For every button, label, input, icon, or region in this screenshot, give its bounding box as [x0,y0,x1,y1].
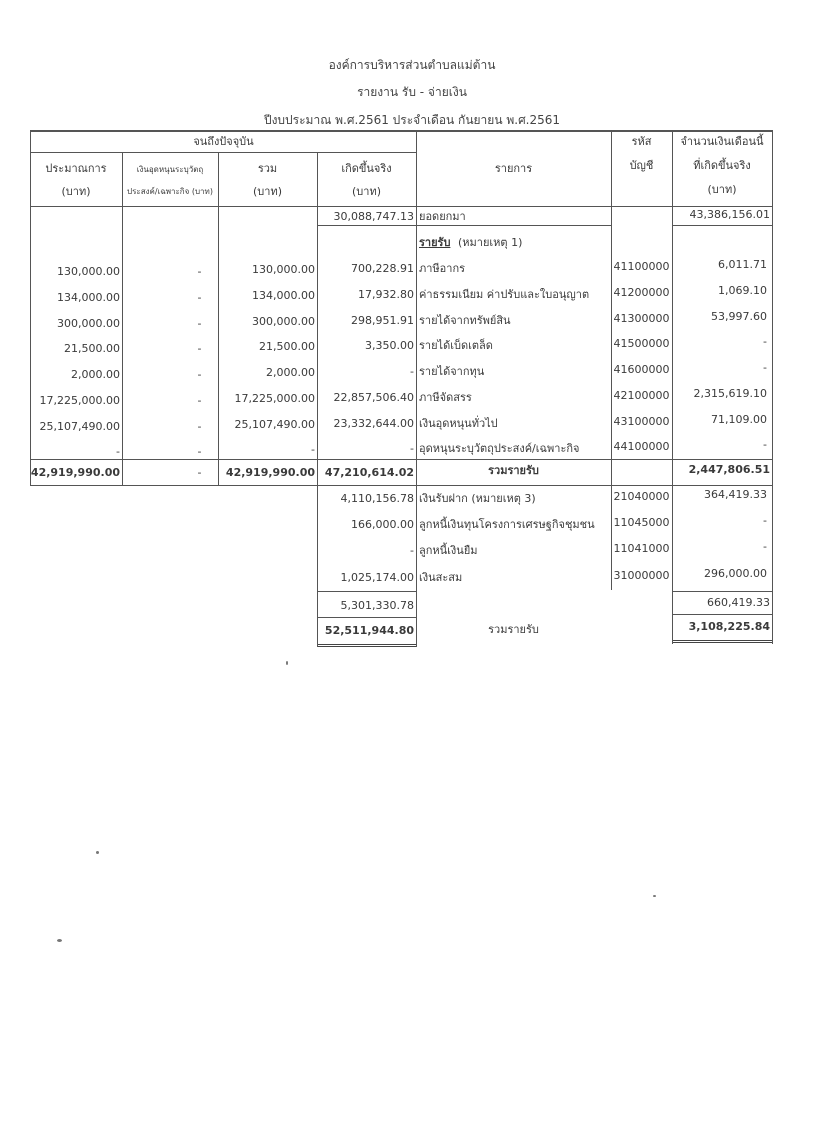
income-row-actual: 23,332,644.00 [333,417,414,430]
budget-header: ประมาณการ [45,162,107,175]
other-row-code: 11041000 [613,542,670,555]
income-row-subsidy: - [197,445,202,458]
code-header-2: บัญชี [629,159,654,172]
income-row-month: 1,069.10 [718,284,767,297]
income-row-budget: 134,000.00 [57,291,120,304]
grand-total-month: 3,108,225.84 [688,620,770,633]
income-row-month: - [763,335,767,348]
col-rule-6 [672,130,673,644]
income-row-subsidy: - [197,265,202,278]
income-row-budget: 300,000.00 [57,317,120,330]
income-row-total: 130,000.00 [252,263,315,276]
left-border [30,130,31,486]
income-row-total: 21,500.00 [259,340,315,353]
income-row-subsidy: - [197,291,202,304]
grand-total-label: รวมรายรับ [488,623,539,636]
income-total-label: รวมรายรับ [488,464,539,477]
income-row-item: ภาษีอากร [419,262,466,275]
ytd-group-header: จนถึงปัจจุบัน [193,135,254,148]
grand-total-top-rule [317,617,416,618]
income-row-budget: 17,225,000.00 [39,394,120,407]
income-row-actual: - [410,442,414,455]
income-row-actual: 298,951.91 [351,314,414,327]
income-row-month: - [763,361,767,374]
budget-unit: (บาท) [61,185,91,198]
other-row-item: เงินรับฝาก (หมายเหตุ 3) [419,492,536,505]
other-row-code: 11045000 [613,516,670,529]
income-row-actual: 22,857,506.40 [333,391,414,404]
income-row-month: - [763,438,767,451]
right-border [772,130,773,644]
income-row-total: - [311,443,315,456]
income-total-top-rule [30,459,772,460]
scan-speck [653,895,656,897]
grand-total-month-top-rule [672,614,772,615]
table-top-rule [30,130,772,132]
income-row-item: ภาษีจัดสรร [419,391,472,404]
income-total-actual: 47,210,614.02 [324,466,414,479]
forward-month: 43,386,156.01 [689,208,770,221]
income-row-actual: - [410,365,414,378]
other-subtotal-rule [317,591,416,592]
other-row-code: 21040000 [613,490,670,503]
col-rule-4 [416,130,417,647]
report-title: รายงาน รับ - จ่ายเงิน [357,85,467,99]
scan-speck [286,661,288,665]
income-total-month: 2,447,806.51 [688,463,770,476]
other-row-item: ลูกหนี้เงินทุนโครงการเศรษฐกิจชุมชน [419,518,595,531]
month-header: จำนวนเงินเดือนนี้ [680,135,764,148]
other-row-month: 296,000.00 [704,567,767,580]
grand-total-actual: 52,511,944.80 [324,624,414,637]
header-bottom-rule [30,206,772,207]
forward-label: ยอดยกมา [419,210,466,223]
income-total-bottom-rule [30,485,772,486]
income-row-code: 42100000 [613,389,670,402]
other-row-month: - [763,540,767,553]
income-row-subsidy: - [197,394,202,407]
other-row-actual: 166,000.00 [351,518,414,531]
income-row-total: 300,000.00 [252,315,315,328]
income-row-total: 2,000.00 [266,366,315,379]
other-row-actual: - [410,544,414,557]
income-row-item: ค่าธรรมเนียม ค่าปรับและใบอนุญาต [419,288,590,301]
income-row-subsidy: - [197,420,202,433]
actual-header: เกิดขึ้นจริง [341,162,392,175]
income-total-subsidy: - [197,466,202,479]
income-row-subsidy: - [197,317,202,330]
other-row-month: 364,419.33 [704,488,767,501]
income-row-total: 17,225,000.00 [234,392,315,405]
subsidy-header: เงินอุดหนุนระบุวัตถุ [136,165,204,174]
actual-unit: (บาท) [352,185,381,198]
scan-speck [96,851,99,854]
total-unit: (บาท) [253,185,282,198]
forward-month-rule [672,225,772,226]
income-row-month: 6,011.71 [718,258,767,271]
income-row-budget: 130,000.00 [57,265,120,278]
income-row-code: 41100000 [613,260,670,273]
report-period: ปีงบประมาณ พ.ศ.2561 ประจำเดือน กันยายน พ.ศ.2561 [263,113,561,127]
income-row-item: รายได้เบ็ดเตล็ด [419,339,493,352]
other-row-month: - [763,514,767,527]
forward-row-rule [317,225,611,226]
month-unit: (บาท) [707,183,737,196]
income-total-budget: 42,919,990.00 [30,466,120,479]
income-heading: รายรับ [419,236,451,249]
other-subtotal-month: 660,419.33 [707,596,770,609]
scan-speck [57,939,62,942]
other-row-item: ลูกหนี้เงินยืม [419,544,478,557]
subsidy-header-unit: ประสงค์/เฉพาะกิจ (บาท) [127,187,213,196]
income-row-code: 43100000 [613,415,670,428]
income-row-code: 44100000 [613,440,670,453]
income-row-budget: 21,500.00 [64,342,120,355]
code-header: รหัส [631,135,652,148]
month-header-2: ที่เกิดขึ้นจริง [693,159,751,172]
income-row-code: 41600000 [613,363,670,376]
other-row-actual: 4,110,156.78 [340,492,414,505]
other-row-code: 31000000 [613,569,670,582]
income-heading-note: (หมายเหตุ 1) [458,236,523,249]
item-header: รายการ [494,162,533,175]
income-row-code: 41200000 [613,286,670,299]
income-row-item: อุดหนุนระบุวัตถุประสงค์/เฉพาะกิจ [419,442,580,455]
other-row-item: เงินสะสม [419,571,463,584]
org-title: องค์การบริหารส่วนตำบลแม่ต้าน [328,58,496,72]
income-row-month: 71,109.00 [711,413,767,426]
other-row-actual: 1,025,174.00 [340,571,414,584]
income-row-code: 41500000 [613,337,670,350]
income-total-total: 42,919,990.00 [225,466,315,479]
other-subtotal-actual: 5,301,330.78 [340,599,414,612]
grand-total-month-bottom-rule [672,640,772,643]
income-row-item: เงินอุดหนุนทั่วไป [419,417,498,430]
income-row-code: 41300000 [613,312,670,325]
income-row-actual: 3,350.00 [365,339,414,352]
other-subtotal-month-rule [672,591,772,592]
income-row-item: รายได้จากทุน [419,365,485,378]
grand-total-bottom-rule [317,644,416,647]
ytd-group-rule [30,152,417,153]
income-row-actual: 17,932.80 [358,288,414,301]
income-row-budget: 2,000.00 [71,368,120,381]
income-row-subsidy: - [197,342,202,355]
income-row-total: 134,000.00 [252,289,315,302]
income-row-budget: - [116,445,120,458]
income-row-month: 2,315,619.10 [693,387,767,400]
income-row-item: รายได้จากทรัพย์สิน [419,314,511,327]
total-header: รวม [257,162,278,175]
forward-actual: 30,088,747.13 [333,210,414,223]
income-row-budget: 25,107,490.00 [39,420,120,433]
income-row-actual: 700,228.91 [351,262,414,275]
income-row-total: 25,107,490.00 [234,418,315,431]
income-row-month: 53,997.60 [711,310,767,323]
income-row-subsidy: - [197,368,202,381]
